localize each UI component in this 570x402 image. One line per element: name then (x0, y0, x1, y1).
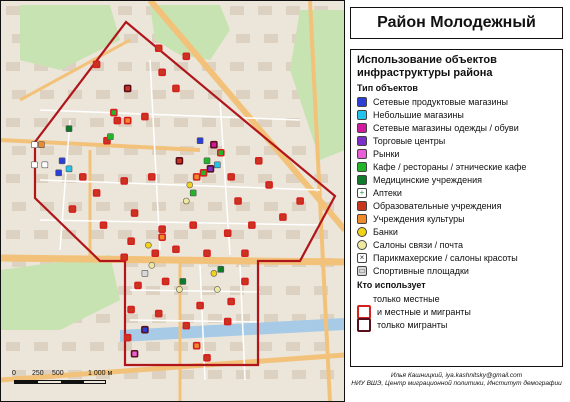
poi-marker (228, 299, 234, 305)
building-block (96, 90, 110, 99)
poi-marker (69, 206, 75, 212)
building-block (34, 342, 48, 351)
building-block (264, 370, 278, 379)
building-block (258, 230, 272, 239)
poi-marker (101, 222, 107, 228)
building-block (6, 342, 20, 351)
building-block (12, 202, 26, 211)
poi-marker (211, 142, 217, 148)
poi-marker (242, 278, 248, 284)
poi-marker (132, 351, 138, 357)
poi-marker (218, 150, 224, 156)
legend-symbol-icon: ▭ (358, 266, 366, 275)
poi-marker (145, 242, 151, 248)
author-line: Илья Кашницкий, iya.kashnitsky@gmail.com (390, 372, 523, 379)
legend-symbol-icon: + (357, 188, 367, 198)
legend-symbol-icon (357, 123, 367, 133)
building-block (146, 342, 160, 351)
poi-marker (111, 110, 117, 116)
legend-type-label: Сетевые магазины одежды / обуви (373, 122, 519, 133)
legend-type-label: Парикмахерские / салоны красоты (373, 252, 518, 263)
legend-symbol-icon (357, 162, 367, 172)
building-block (264, 202, 278, 211)
legend-type-label: Салоны связи / почта (373, 239, 464, 250)
building-block (174, 118, 188, 127)
poi-marker (183, 53, 189, 59)
poi-marker (107, 134, 113, 140)
poi-marker (163, 278, 169, 284)
poi-marker (235, 198, 241, 204)
attribution (350, 372, 563, 388)
poi-marker (242, 250, 248, 256)
poi-marker (66, 166, 72, 172)
building-block (6, 230, 20, 239)
poi-marker (121, 178, 127, 184)
legend-type-item (357, 264, 556, 277)
legend-type-label: Спортивные площадки (373, 265, 469, 276)
building-block (286, 230, 300, 239)
building-block (230, 62, 244, 71)
building-block (96, 202, 110, 211)
building-block (34, 118, 48, 127)
building-block (202, 230, 216, 239)
building-block (174, 174, 188, 183)
poi-marker (173, 85, 179, 91)
poi-marker (176, 158, 182, 164)
poi-marker (142, 270, 148, 276)
institution-line: НИУ ВШЭ, Центр миграционной политики, Институт демографии (351, 380, 562, 387)
building-block (264, 90, 278, 99)
legend-symbol-icon (357, 240, 367, 250)
building-block (6, 62, 20, 71)
building-block (286, 342, 300, 351)
legend-border-icon (357, 305, 371, 319)
legend-symbol-icon (357, 227, 367, 237)
scale-bar (8, 370, 118, 392)
legend-type-label: Кафе / рестораны / этнические кафе (373, 161, 527, 172)
building-block (90, 342, 104, 351)
poi-marker (142, 327, 148, 333)
poi-marker (135, 282, 141, 288)
poi-marker (187, 182, 193, 188)
poi-marker (201, 170, 207, 176)
legend-symbol-icon: × (357, 253, 367, 263)
poi-marker (32, 142, 38, 148)
legend-user-item (357, 318, 556, 331)
scale-tick-label: 500 (52, 370, 64, 377)
legend-type-item (357, 121, 556, 134)
poi-marker (249, 222, 255, 228)
legend-symbol-icon (357, 175, 367, 185)
poi-marker (156, 311, 162, 317)
poi-marker (132, 210, 138, 216)
poi-marker (214, 162, 220, 168)
building-block (286, 286, 300, 295)
building-block (34, 230, 48, 239)
legend-users (357, 292, 556, 331)
poi-marker (194, 174, 200, 180)
poi-marker (125, 85, 131, 91)
poi-marker (256, 158, 262, 164)
building-block (258, 286, 272, 295)
legend-type-item (357, 95, 556, 108)
poi-marker (297, 198, 303, 204)
poi-marker (180, 278, 186, 284)
building-block (236, 90, 250, 99)
legend-symbol-icon (357, 214, 367, 224)
building-block (6, 174, 20, 183)
poi-marker (32, 162, 38, 168)
legend-title: Использование объектов инфраструктуры района (357, 54, 497, 79)
building-block (264, 34, 278, 43)
building-block (146, 230, 160, 239)
poi-marker (266, 182, 272, 188)
poi-marker (38, 142, 44, 148)
poi-marker (190, 222, 196, 228)
building-block (118, 62, 132, 71)
poi-marker (214, 286, 220, 292)
legend-users-header: Кто использует (357, 280, 426, 290)
poi-marker (94, 61, 100, 67)
legend-type-label: Аптеки (373, 187, 402, 198)
poi-marker (56, 170, 62, 176)
poi-marker (142, 114, 148, 120)
legend-user-label: и местные и мигранты (377, 306, 471, 317)
legend-type-item (357, 212, 556, 225)
legend-user-label: только местные (373, 293, 440, 304)
legend-symbol-icon (357, 136, 367, 146)
scale-graphic (14, 380, 106, 384)
legend-type-label: Образовательные учреждения (373, 200, 502, 211)
legend-type-item (357, 147, 556, 160)
legend-border-icon (357, 294, 367, 304)
poi-marker (173, 246, 179, 252)
legend-type-item (357, 186, 556, 199)
poi-marker (204, 355, 210, 361)
poi-marker (149, 174, 155, 180)
building-block (292, 146, 306, 155)
poi-marker (211, 270, 217, 276)
legend-user-item (357, 305, 556, 318)
legend-type-item (357, 238, 556, 251)
legend-border-icon (357, 318, 371, 332)
building-block (258, 6, 272, 15)
building-block (230, 6, 244, 15)
building-block (208, 202, 222, 211)
legend-type-label: Банки (373, 226, 398, 237)
legend-type-item (357, 160, 556, 173)
poi-marker (197, 303, 203, 309)
building-block (230, 230, 244, 239)
poi-marker (114, 118, 120, 124)
building-block (68, 146, 82, 155)
legend-type-item (357, 173, 556, 186)
poi-marker (152, 250, 158, 256)
building-block (208, 370, 222, 379)
building-block (90, 118, 104, 127)
poi-marker (59, 158, 65, 164)
poi-marker (159, 234, 165, 240)
poi-marker (197, 138, 203, 144)
poi-marker (194, 343, 200, 349)
poi-marker (94, 190, 100, 196)
legend-symbol-icon (357, 201, 367, 211)
legend-types (357, 95, 556, 277)
building-block (6, 6, 20, 15)
poi-marker (183, 198, 189, 204)
legend-type-label: Небольшие магазины (373, 109, 464, 120)
poi-marker (183, 323, 189, 329)
poi-marker (159, 69, 165, 75)
building-block (90, 230, 104, 239)
poi-marker (280, 214, 286, 220)
poi-marker (218, 266, 224, 272)
scale-tick-label: 1 000 м (88, 370, 113, 377)
building-block (180, 370, 194, 379)
building-block (146, 62, 160, 71)
building-block (96, 314, 110, 323)
legend-type-label: Рынки (373, 148, 400, 159)
building-block (118, 6, 132, 15)
building-block (202, 118, 216, 127)
legend (350, 49, 563, 367)
legend-symbol-icon (357, 97, 367, 107)
building-block (258, 342, 272, 351)
building-block (40, 90, 54, 99)
building-block (152, 370, 166, 379)
legend-type-label: Сетевые продуктовые магазины (373, 96, 509, 107)
scale-tick-label: 250 (32, 370, 44, 377)
scale-tick-label: 0 (12, 370, 16, 377)
poi-marker (121, 254, 127, 260)
map-title: Район Молодежный (350, 7, 563, 39)
poi-marker (149, 262, 155, 268)
poi-marker (228, 174, 234, 180)
poi-marker (204, 158, 210, 164)
legend-symbol-icon (357, 149, 367, 159)
building-block (236, 370, 250, 379)
poi-marker (66, 126, 72, 132)
building-block (236, 146, 250, 155)
building-block (258, 62, 272, 71)
building-block (264, 314, 278, 323)
building-block (180, 90, 194, 99)
poi-marker (125, 335, 131, 341)
building-block (6, 118, 20, 127)
building-block (230, 342, 244, 351)
legend-user-item (357, 292, 556, 305)
poi-marker (128, 307, 134, 313)
building-block (152, 202, 166, 211)
poi-marker (125, 118, 131, 124)
legend-types-header: Тип объектов (357, 83, 418, 93)
poi-marker (207, 166, 213, 172)
legend-type-item (357, 199, 556, 212)
building-block (152, 90, 166, 99)
poi-marker (156, 45, 162, 51)
poi-marker (225, 319, 231, 325)
legend-user-label: только мигранты (377, 319, 448, 330)
poi-marker (42, 162, 48, 168)
legend-type-label: Учреждения культуры (373, 213, 465, 224)
building-block (286, 6, 300, 15)
legend-type-label: Торговые центры (373, 135, 446, 146)
legend-type-label: Медицинские учреждения (373, 174, 483, 185)
poi-marker (225, 230, 231, 236)
building-block (174, 230, 188, 239)
poi-marker (159, 226, 165, 232)
building-block (62, 342, 76, 351)
building-block (236, 34, 250, 43)
legend-type-item (357, 225, 556, 238)
legend-type-item (357, 134, 556, 147)
legend-type-item (357, 251, 556, 264)
poi-marker (80, 174, 86, 180)
building-block (292, 370, 306, 379)
poi-marker (176, 286, 182, 292)
legend-symbol-icon (357, 110, 367, 120)
poi-marker (128, 238, 134, 244)
building-block (12, 146, 26, 155)
poi-marker (190, 190, 196, 196)
legend-type-item (357, 108, 556, 121)
poi-marker (204, 250, 210, 256)
